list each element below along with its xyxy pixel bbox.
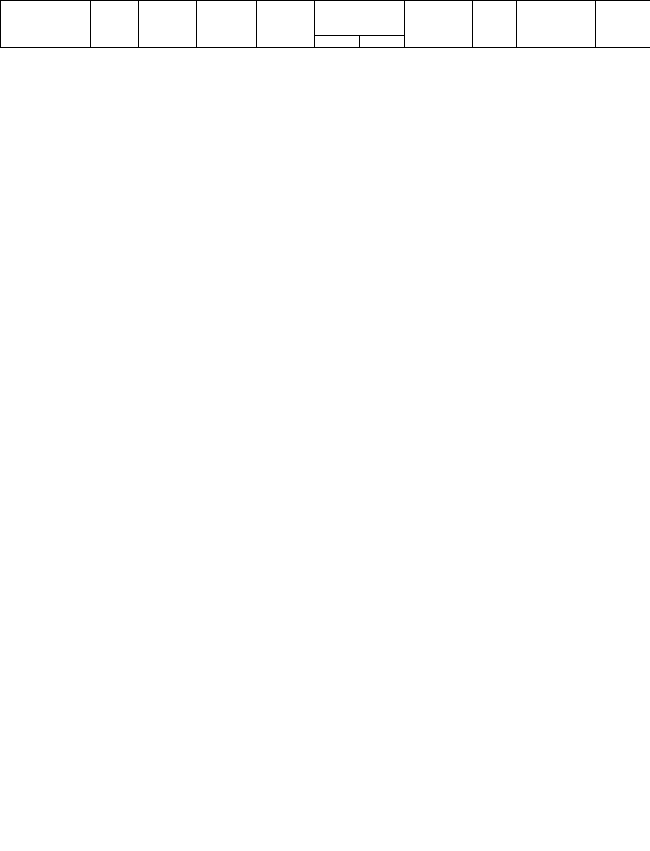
header-loss-max <box>360 36 405 48</box>
header-model <box>1 1 91 48</box>
header-pressure <box>257 1 315 48</box>
header-connecting <box>596 1 650 48</box>
specification-table <box>0 0 650 48</box>
header-filtration <box>197 1 257 48</box>
table-header <box>1 1 650 48</box>
header-indicator-power <box>405 1 473 48</box>
header-diameter <box>91 1 139 48</box>
header-flow <box>139 1 197 48</box>
header-pressure-loss <box>315 1 405 36</box>
header-element-model <box>517 1 596 48</box>
header-loss-initial <box>315 36 360 48</box>
header-weight <box>473 1 517 48</box>
